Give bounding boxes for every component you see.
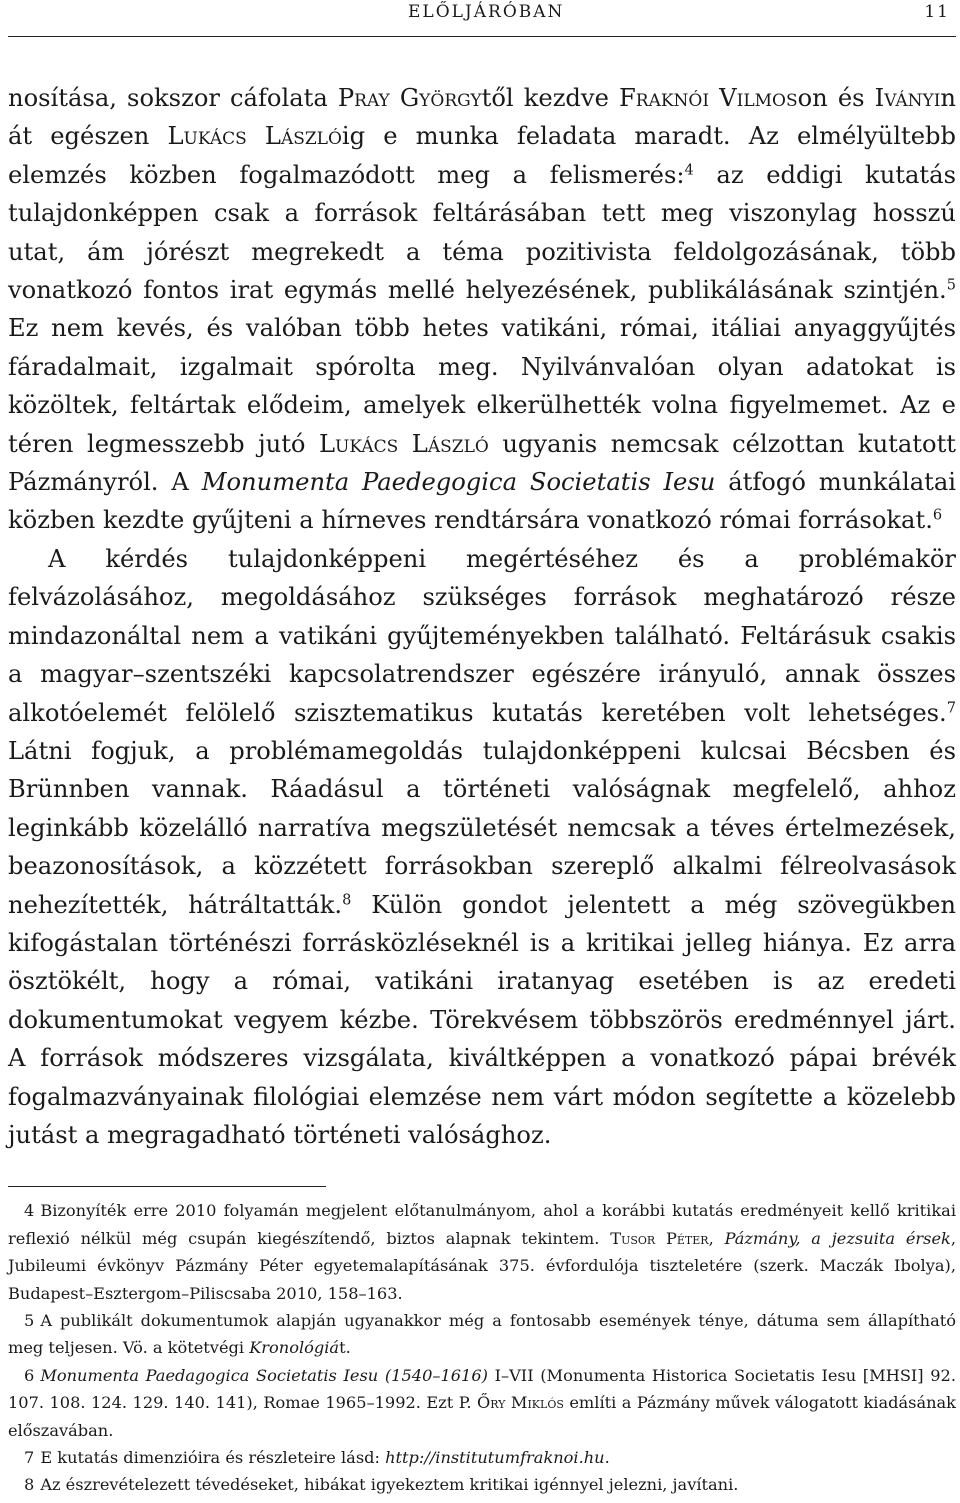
footnote-number: 4 bbox=[24, 1201, 35, 1221]
footnote-number: 5 bbox=[24, 1311, 35, 1330]
text-run: A publikált dokumentumok alapján ugyanakkor még a fontosabb események ténye, dátuma sem állapítható meg teljesen. Vö. a kötetvégi bbox=[8, 1311, 956, 1358]
text-run: től kezdve bbox=[481, 84, 619, 112]
text-run: , bbox=[708, 1228, 725, 1248]
work-title: Monumenta Paedegogica Societatis Iesu bbox=[201, 468, 716, 497]
text-run: I–VII (Monumenta Historica Societatis Iesu [MHSI] 92. 107. 108. 124. 129. 140. 141), Romae 1965–1992. Ezt P. bbox=[8, 1365, 957, 1413]
work-title: Pázmány, a jezsuita érsek bbox=[724, 1228, 951, 1248]
text-run: átfogó munkálatai közben kezdte gyűjteni a hírneves rendtársára vonatkozó római forrásokat. bbox=[8, 468, 956, 535]
page bbox=[8, 0, 956, 1499]
person-name: Fraknói Vilmos bbox=[618, 84, 798, 112]
footnote-8 bbox=[8, 1471, 956, 1498]
text-run: Látni fogjuk, a problémamegoldás tulajdonképpeni kulcsai Bécsben és Brünnben vannak. Ráadásul a történeti valóságnak megfelelő, ahhoz leginkább közelálló narratíva megszületését nemcsak a téves értelmezések, beazonosítások, a közzétett forrásokban szereplő alkalmi félreolvasások nehezítették, hátráltatták. bbox=[8, 736, 956, 919]
footnote-6 bbox=[8, 1362, 956, 1444]
running-head bbox=[8, 0, 956, 37]
text-run: on és bbox=[797, 84, 875, 112]
text-run: Bizonyíték erre 2010 folyamán megjelent előtanulmányom, ahol a korábbi kutatás eredményeit kellő kritikai reflexió nélkül még csupán kiegészítendő, biztos alapnak tekintem. bbox=[8, 1201, 956, 1248]
paragraph-2 bbox=[8, 540, 956, 1155]
running-head-title: ELŐLJÁRÓBAN bbox=[408, 2, 565, 22]
body-text bbox=[8, 79, 956, 1154]
footnote-7 bbox=[8, 1444, 956, 1471]
url-link[interactable]: http://institutumfraknoi.hu bbox=[385, 1448, 605, 1468]
footnote-ref[interactable]: 7 bbox=[946, 699, 956, 716]
text-run: , Jubileumi évkönyv Pázmány Péter egyetemalapításának 375. évfordulója tiszteletére (szerk. Maczák Ibolya), Budapest–Esztergom–Piliscsaba 2010, 158–163. bbox=[8, 1228, 956, 1303]
footnote-ref[interactable]: 4 bbox=[684, 162, 694, 179]
person-name: Lukács László bbox=[167, 122, 342, 151]
text-run: . bbox=[604, 1448, 610, 1468]
text-run: ugyanis nemcsak célzottan kutatott Pázmányról. A bbox=[8, 429, 957, 497]
text-run: Az észrevételezett tévedéseket, hibákat igyekeztem kritikai igénnyel jelezni, javítani. bbox=[40, 1475, 739, 1495]
page-number: 11 bbox=[924, 2, 950, 22]
footnote-divider bbox=[8, 1186, 326, 1187]
footnote-ref[interactable]: 6 bbox=[932, 507, 943, 524]
text-run: Ez nem kevés, és valóban több hetes vatikáni, római, itáliai anyaggyűjtés fáradalmait, izgalmait spórolta meg. Nyilvánvalóan olyan adatokat is közöltek, feltártak elődeim, amelyek elkerülhették volna figyelmemet. Az e téren legmesszebb jutó bbox=[8, 314, 956, 458]
footnote-ref[interactable]: 5 bbox=[946, 277, 956, 294]
person-name: Lukács László bbox=[318, 429, 489, 458]
person-name: Iványi bbox=[874, 84, 941, 112]
author-name: Tusor Péter bbox=[610, 1228, 709, 1248]
person-name: Pray György bbox=[337, 84, 482, 112]
footnote-number: 8 bbox=[24, 1475, 35, 1495]
footnote-4 bbox=[8, 1197, 956, 1307]
footnotes bbox=[8, 1197, 956, 1498]
footnote-ref[interactable]: 8 bbox=[342, 891, 352, 908]
work-title: Monumenta Paedagogica Societatis Iesu (1540–1616) bbox=[40, 1365, 488, 1385]
text-run: említi a Pázmány művek válogatott kiadásának előszavában. bbox=[8, 1393, 956, 1440]
footnote-number: 6 bbox=[24, 1365, 35, 1385]
text-run: Külön gondot jelentett a még szövegükben kifogástalan történészi forrásközléseknél is a kritikai jelleg hiánya. Ez arra ösztökélt, hogy a római, vatikáni iratanyag esetében is az eredeti dokumentumokat vegyem kézbe. Törekvésem többszörös eredménnyel járt. A források módszeres vizsgálata, kiváltképpen a vonatkozó pápai brévék fogalmazványainak filológiai elemzése nem várt módon segítette a közelebb jutást a megragadható történeti valósághoz. bbox=[8, 890, 956, 1149]
text-run: ig e munka feladata maradt. Az elmélyültebb elemzés közben fogalmazódott meg a felismerés: bbox=[8, 122, 956, 189]
text-run: n át egészen bbox=[8, 84, 956, 151]
text-run: A kérdés tulajdonképpeni megértéséhez és a problémakör felvázolásához, megoldásához szükséges források meghatározó része mindazonáltal nem a vatikáni gyűjteményekben található. Feltárásuk csakis a magyar–szentszéki kapcsolatrendszer egészére irányuló, annak összes alkotóelemét felölelő szisztematikus kutatás keretében volt lehetséges. bbox=[8, 544, 956, 727]
author-name: Őry Miklós bbox=[476, 1393, 564, 1413]
paragraph-1 bbox=[8, 79, 956, 540]
text-run: E kutatás dimenzióira és részleteire lásd: bbox=[40, 1448, 386, 1468]
work-title: Kronológiá bbox=[249, 1338, 340, 1358]
text-run: t. bbox=[339, 1338, 351, 1358]
footnote-5 bbox=[8, 1307, 956, 1362]
text-run: nosítása, sokszor cáfolata bbox=[8, 84, 338, 112]
footnote-number: 7 bbox=[24, 1448, 35, 1468]
text-run: az eddigi kutatás tulajdonképpen csak a források feltárásában tett meg viszonylag hosszú utat, ám jórészt megrekedt a téma pozitivista feldolgozásának, több vonatkozó fontos irat egymás mellé helyezésének, publikálásának szintjén. bbox=[8, 160, 956, 305]
